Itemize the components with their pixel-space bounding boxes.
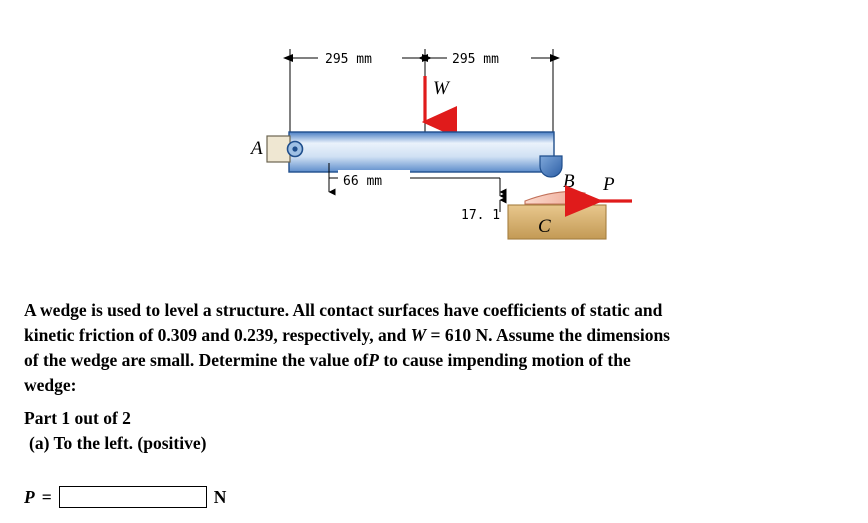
dim-top-right-label: 295 mm	[452, 52, 499, 67]
subpart-label: (a) To the left. (positive)	[29, 433, 207, 453]
label-c: C	[538, 216, 551, 237]
answer-row	[24, 486, 226, 508]
dim-17-1-label: 17. 1	[461, 208, 501, 223]
dimension-line-right	[427, 48, 551, 68]
contact-point-b	[540, 156, 575, 192]
load-arrow-w	[425, 76, 451, 122]
load-label-w: W	[433, 78, 449, 99]
problem-statement	[24, 298, 854, 456]
answer-input[interactable]	[59, 486, 207, 508]
problem-line-1: A wedge is used to level a structure. All contact surfaces have coefficients of static and	[24, 300, 663, 320]
answer-equals: =	[41, 486, 52, 507]
label-a: A	[251, 138, 263, 159]
label-p: P	[603, 174, 615, 195]
problem-line-2: kinetic friction of 0.309 and 0.239, respectively, and W = 610 N. Assume the dimensions	[24, 325, 670, 345]
base-block-c	[508, 205, 606, 239]
answer-symbol: P	[24, 486, 35, 507]
label-b: B	[563, 171, 575, 192]
symbol-w: W	[410, 325, 427, 345]
dim-66mm-label: 66 mm	[343, 174, 383, 189]
dimension-17-1	[461, 180, 500, 223]
symbol-p: P	[368, 350, 379, 370]
dimension-line-left	[292, 48, 423, 68]
dim-top-left-label: 295 mm	[325, 52, 372, 67]
problem-line-3: of the wedge are small. Determine the value ofP to cause impending motion of the	[24, 350, 631, 370]
part-label: Part 1 out of 2	[24, 408, 131, 428]
answer-unit: N	[213, 486, 227, 507]
problem-line-4: wedge:	[24, 375, 77, 395]
problem-body	[24, 298, 854, 398]
